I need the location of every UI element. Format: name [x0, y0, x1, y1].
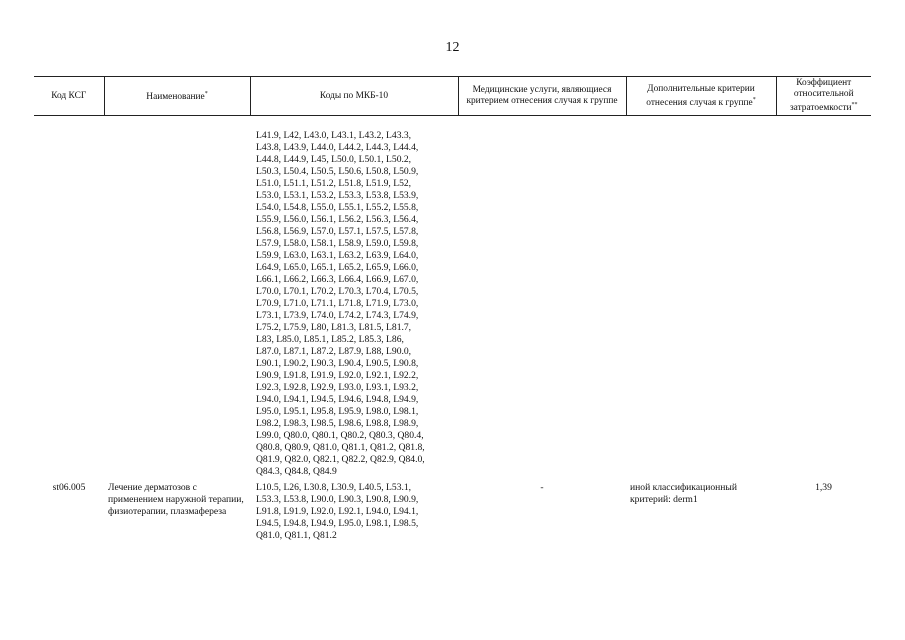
icd-code-line: L51.0, L51.1, L51.2, L51.8, L51.9, L52, — [256, 178, 412, 190]
footnote-mark: * — [752, 96, 756, 103]
icd-code-line: L83, L85.0, L85.1, L85.2, L85.3, L86, — [256, 334, 404, 346]
icd-code-line: L56.8, L56.9, L57.0, L57.1, L57.5, L57.8, — [256, 226, 419, 238]
icd-code-line: L75.2, L75.9, L80, L81.3, L81.5, L81.7, — [256, 322, 412, 334]
icd-code-line: L59.9, L63.0, L63.1, L63.2, L63.9, L64.0, — [256, 250, 419, 262]
icd-code-line: L53.3, L53.8, L90.0, L90.3, L90.8, L90.9, — [256, 494, 419, 506]
cell-name — [104, 116, 250, 479]
icd-code-line: L70.0, L70.1, L70.2, L70.3, L70.4, L70.5, — [256, 286, 419, 298]
ksg-table — [34, 76, 871, 542]
footnote-mark: * — [204, 91, 208, 97]
icd-code-line: L57.9, L58.0, L58.1, L58.9, L59.0, L59.8, — [256, 238, 419, 250]
cell-criteria: иной классификационный критерий: derm1 — [630, 482, 737, 506]
icd-code-line: L98.2, L98.3, L98.5, L98.6, L98.8, L98.9, — [256, 418, 419, 430]
icd-code-line: Q80.8, Q80.9, Q81.0, Q81.1, Q81.2, Q81.8, — [256, 442, 425, 454]
cell-icd-codes — [250, 116, 458, 479]
table-row-continuation — [34, 116, 871, 479]
icd-code-line: L44.8, L44.9, L45, L50.0, L50.1, L50.2, — [256, 154, 412, 166]
icd-code-line: L55.9, L56.0, L56.1, L56.2, L56.3, L56.4, — [256, 214, 419, 226]
cell-coefficient: 1,39 — [815, 482, 832, 494]
cell-code: st06.005 — [52, 482, 86, 494]
icd-code-line: L95.0, L95.1, L95.8, L95.9, L98.0, L98.1, — [256, 406, 419, 418]
footnote-mark: ** — [851, 102, 858, 108]
icd-code-line: L92.3, L92.8, L92.9, L93.0, L93.1, L93.2, — [256, 382, 419, 394]
icd-code-line: L94.0, L94.1, L94.5, L94.6, L94.8, L94.9, — [256, 394, 419, 406]
cell-services — [458, 116, 626, 479]
cell-code — [34, 116, 104, 479]
icd-code-line: L99.0, Q80.0, Q80.1, Q80.2, Q80.3, Q80.4, — [256, 430, 424, 442]
header-coefficient: Коэффициент относительной затратоемкости** — [776, 77, 871, 116]
icd-code-line: L94.5, L94.8, L94.9, L95.0, L98.1, L98.5, — [256, 518, 419, 530]
icd-code-line: L90.9, L91.8, L91.9, L92.0, L92.1, L92.2, — [256, 370, 419, 382]
icd-code-line: L70.9, L71.0, L71.1, L71.8, L71.9, L73.0, — [256, 298, 419, 310]
table-header-row — [34, 77, 871, 116]
icd-code-line: L10.5, L26, L30.8, L30.9, L40.5, L53.1, — [256, 482, 412, 494]
header-code: Код КСГ — [34, 77, 104, 116]
cell-name: Лечение дерматозов с применением наружной терапии, физиотерапии, плазмафереза — [108, 482, 244, 518]
icd-code-line: L53.0, L53.1, L53.2, L53.3, L53.8, L53.9, — [256, 190, 419, 202]
header-icd: Коды по МКБ-10 — [250, 77, 458, 116]
table-row-st06-005 — [34, 478, 871, 542]
icd-code-line: L64.9, L65.0, L65.1, L65.2, L65.9, L66.0, — [256, 262, 419, 274]
icd-code-line: L73.1, L73.9, L74.0, L74.2, L74.3, L74.9, — [256, 310, 419, 322]
icd-code-line: L41.9, L42, L43.0, L43.1, L43.2, L43.3, — [256, 130, 412, 142]
page-number: 12 — [445, 40, 460, 55]
cell-services: - — [540, 482, 544, 494]
cell-criteria — [626, 116, 776, 479]
cell-icd-codes — [250, 478, 458, 542]
icd-code-line: L50.3, L50.4, L50.5, L50.6, L50.8, L50.9, — [256, 166, 419, 178]
icd-code-line: Q81.9, Q82.0, Q82.1, Q82.2, Q82.9, Q84.0, — [256, 454, 425, 466]
icd-code-line: Q84.3, Q84.8, Q84.9 — [256, 466, 337, 478]
icd-code-line: L87.0, L87.1, L87.2, L87.9, L88, L90.0, — [256, 346, 412, 358]
icd-code-line: L90.1, L90.2, L90.3, L90.4, L90.5, L90.8, — [256, 358, 419, 370]
icd-code-line: L91.8, L91.9, L92.0, L92.1, L94.0, L94.1, — [256, 506, 419, 518]
icd-code-line: Q81.0, Q81.1, Q81.2 — [256, 530, 337, 542]
header-services: Медицинские услуги, являющиеся критерием отнесения случая к группе — [458, 77, 626, 116]
icd-code-line: L66.1, L66.2, L66.3, L66.4, L66.9, L67.0, — [256, 274, 419, 286]
icd-code-line: L43.8, L43.9, L44.0, L44.2, L44.3, L44.4, — [256, 142, 419, 154]
header-name: Наименование* — [104, 77, 250, 116]
header-criteria: Дополнительные критерии отнесения случая к группе* — [626, 77, 776, 116]
cell-coefficient — [776, 116, 871, 479]
icd-code-line: L54.0, L54.8, L55.0, L55.1, L55.2, L55.8, — [256, 202, 419, 214]
